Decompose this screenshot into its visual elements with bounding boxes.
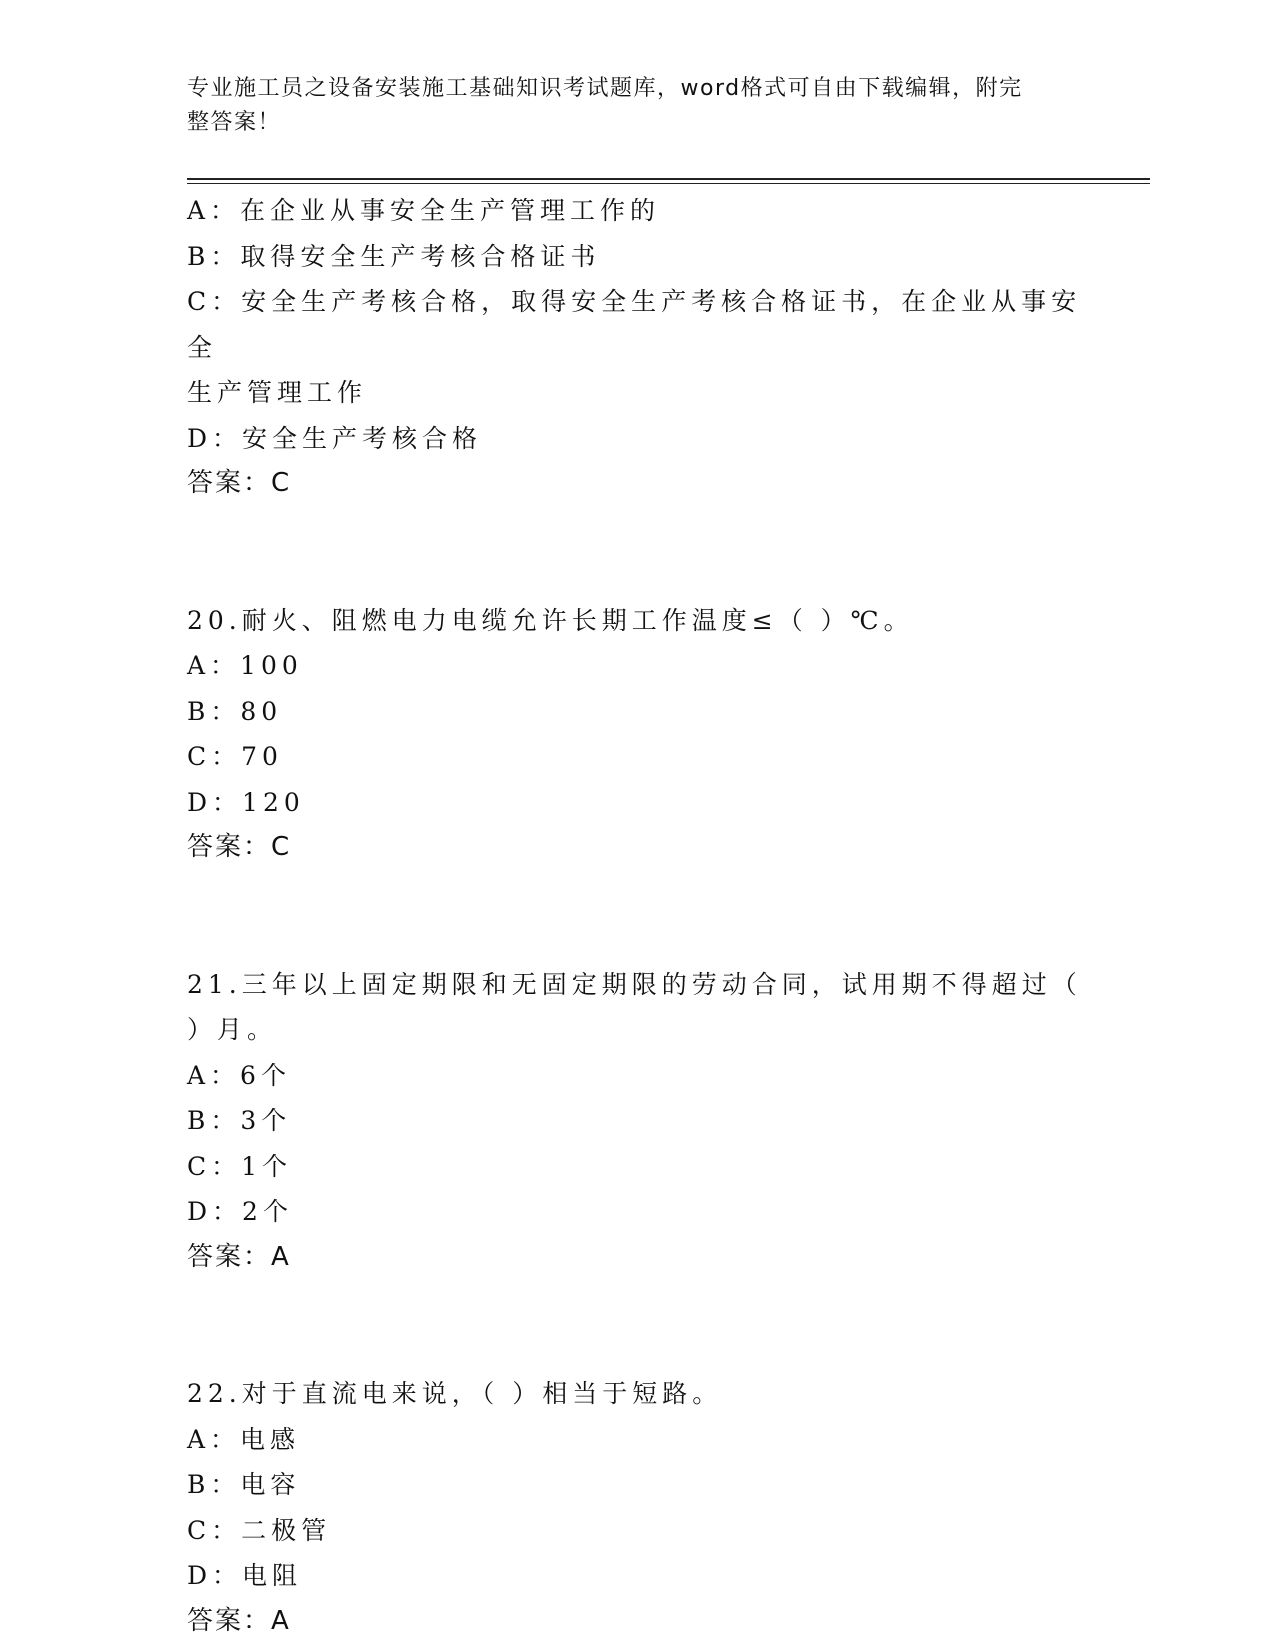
- option-c-continued: 生产管理工作: [187, 378, 368, 407]
- answer-line: 答案：A: [187, 1605, 291, 1636]
- document-header: [187, 72, 1067, 140]
- option-b: B：电容: [187, 1470, 301, 1499]
- option-d: D：电阻: [187, 1561, 303, 1590]
- question-text: 21.三年以上固定期限和无固定期限的劳动合同，试用期不得超过（: [187, 969, 1082, 999]
- option-a: A：电感: [187, 1424, 301, 1454]
- question-text: 20.耐火、阻燃电力电缆允许长期工作温度≤（ ）℃。: [187, 605, 914, 635]
- option-d: D：安全生产考核合格: [187, 423, 483, 453]
- option-c: C：70: [187, 742, 283, 771]
- option-a: A：6个: [187, 1060, 291, 1090]
- question-20: [187, 598, 1087, 871]
- question-text: 22.对于直流电来说，（ ）相当于短路。: [187, 1379, 723, 1408]
- question-block-continued: [187, 188, 1087, 507]
- option-a: A：在企业从事安全生产管理工作的: [187, 196, 661, 225]
- answer-line: 答案：C: [187, 468, 292, 498]
- option-d: D：2个: [187, 1197, 293, 1226]
- header-title-line-2: 整答案！: [187, 110, 282, 135]
- question-22: [187, 1371, 1087, 1644]
- answer-line: 答案：A: [187, 1241, 291, 1272]
- option-b: B：80: [187, 696, 283, 726]
- option-d: D：120: [187, 787, 305, 817]
- question-list: [187, 188, 1087, 1644]
- question-21: [187, 962, 1087, 1281]
- question-spacer: [187, 507, 1087, 598]
- header-divider-thick: [187, 178, 1150, 180]
- option-c: C：1个: [187, 1151, 293, 1181]
- question-text-continued: ）月。: [187, 1015, 278, 1044]
- header-title-line-1: 专业施工员之设备安装施工基础知识考试题库，word格式可自由下载编辑，附完: [187, 76, 1023, 101]
- option-c: C：安全生产考核合格，取得安全生产考核合格证书，在企业从事安全: [187, 287, 1082, 362]
- question-spacer: [187, 871, 1087, 962]
- option-a: A：100: [187, 651, 303, 680]
- option-b: B：取得安全生产考核合格证书: [187, 241, 601, 271]
- answer-line: 答案：C: [187, 832, 292, 862]
- header-divider-thin: [187, 183, 1150, 184]
- option-c: C：二极管: [187, 1515, 332, 1545]
- option-b: B：3个: [187, 1106, 292, 1135]
- question-spacer: [187, 1280, 1087, 1371]
